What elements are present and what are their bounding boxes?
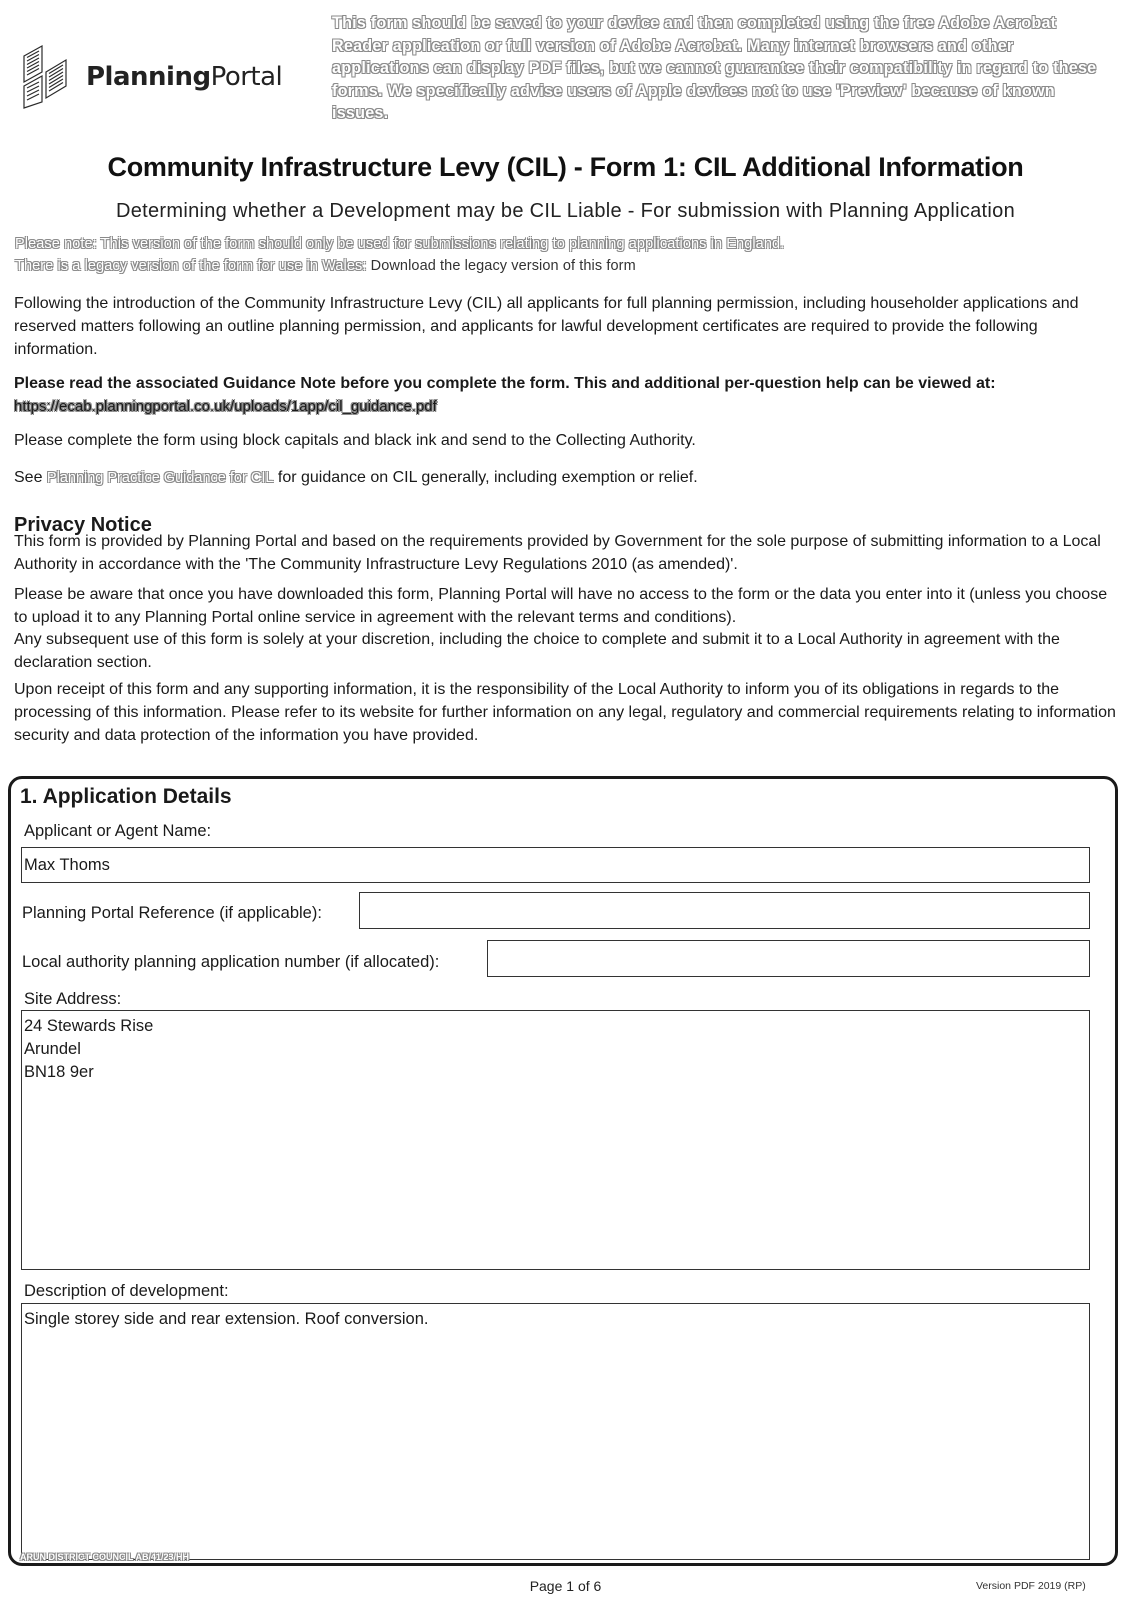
software-advice-note: This form should be saved to your device and then completed using the free Adobe Acrobat Reader application or full version of Adobe Acrobat. Many internet browsers and other applications can display PDF files, but we cannot guarantee their compatibility in regard to these forms. We specifically advise users of Apple devices not to use 'Preview' because of known issues.: [332, 14, 1097, 122]
development-description-label: Description of development:: [24, 1282, 229, 1300]
la-application-number-label: Local authority planning application number (if allocated):: [22, 953, 440, 971]
see-suffix: for guidance on CIL generally, including exemption or relief.: [273, 469, 698, 486]
logo-word-portal: Portal: [210, 62, 283, 92]
cil-guidance-sentence: [14, 466, 1119, 490]
logo-wordmark: [86, 62, 282, 92]
planning-portal-logo: [16, 42, 282, 110]
applicant-name-field[interactable]: Max Thoms: [21, 847, 1090, 883]
privacy-paragraph-1: This form is provided by Planning Portal and based on the requirements provided by Government for the sole purpose of submitting information to a Local Authority in accordance with the 'The Community Infrastructure Levy Regulations 2010 (as amended)'.: [14, 533, 1101, 573]
guidance-url-link[interactable]: https://ecab.planningportal.co.uk/uploads/1app/cil_guidance.pdf: [14, 398, 437, 415]
site-address-field[interactable]: 24 Stewards Rise Arundel BN18 9er: [21, 1010, 1090, 1270]
logo-word-planning: Planning: [86, 62, 211, 92]
site-address-label: Site Address:: [24, 990, 122, 1008]
council-reference-stamp: ARUN DISTRICT COUNCIL AB/41/23/HH: [20, 1552, 190, 1562]
planning-portal-logo-icon: [16, 42, 76, 110]
block-capitals-instruction: Please complete the form using block capitals and black ink and send to the Collecting Authority.: [14, 432, 696, 449]
application-details-heading: 1. Application Details: [20, 785, 232, 808]
form-subtitle: Determining whether a Development may be CIL Liable - For submission with Planning Application: [115, 200, 1015, 222]
privacy-paragraph-3: Any subsequent use of this form is solely at your discretion, including the choice to complete and submit it to a Local Authority in agreement with the declaration section.: [14, 631, 1060, 671]
privacy-notice-heading: Privacy Notice: [14, 514, 152, 536]
privacy-paragraph-4: Upon receipt of this form and any supporting information, it is the responsibility of the Local Authority to inform you of its obligations in regards to the processing of this information. Please refer to its website for further information on any legal, regulatory and commercial requirements relating to information security and data protection of the information you have provided.: [14, 681, 1116, 744]
la-application-number-field[interactable]: [487, 940, 1090, 977]
form-title: Community Infrastructure Levy (CIL) - Form 1: CIL Additional Information: [107, 152, 1024, 182]
form-version: Version PDF 2019 (RP): [976, 1580, 1086, 1592]
guidance-note-instruction: Please read the associated Guidance Note before you complete the form. This and additional per-question help can be viewed at:: [14, 375, 996, 392]
planning-portal-reference-label: Planning Portal Reference (if applicable):: [22, 904, 322, 922]
page-number: Page 1 of 6: [529, 1578, 602, 1594]
planning-practice-guidance-link[interactable]: Planning Practice Guidance for CIL: [46, 470, 274, 486]
privacy-paragraph-2: Please be aware that once you have downloaded this form, Planning Portal will have no access to the form or the data you enter into it (unless you choose to upload it to any Planning Portal online service in agreement with the relevant terms and conditions).: [14, 586, 1108, 626]
planning-portal-reference-field[interactable]: [359, 892, 1090, 929]
see-prefix: See: [14, 469, 47, 486]
applicant-name-label: Applicant or Agent Name:: [24, 822, 212, 840]
wales-legacy-note: [15, 258, 636, 274]
intro-paragraph: Following the introduction of the Community Infrastructure Levy (CIL) all applicants for full planning permission, including householder applications and reserved matters following an outline planning permission, and applicants for lawful development certificates are required to provide the following information.: [14, 295, 1079, 358]
legacy-form-download-link[interactable]: Download the legacy version of this form: [370, 258, 636, 274]
england-only-note: Please note: This version of the form should only be used for submissions relating to planning applications in England.: [15, 236, 785, 252]
development-description-field[interactable]: Single storey side and rear extension. Roof conversion.: [21, 1303, 1090, 1560]
wales-legacy-note-text: There is a legacy version of the form for use in Wales:: [15, 258, 371, 274]
